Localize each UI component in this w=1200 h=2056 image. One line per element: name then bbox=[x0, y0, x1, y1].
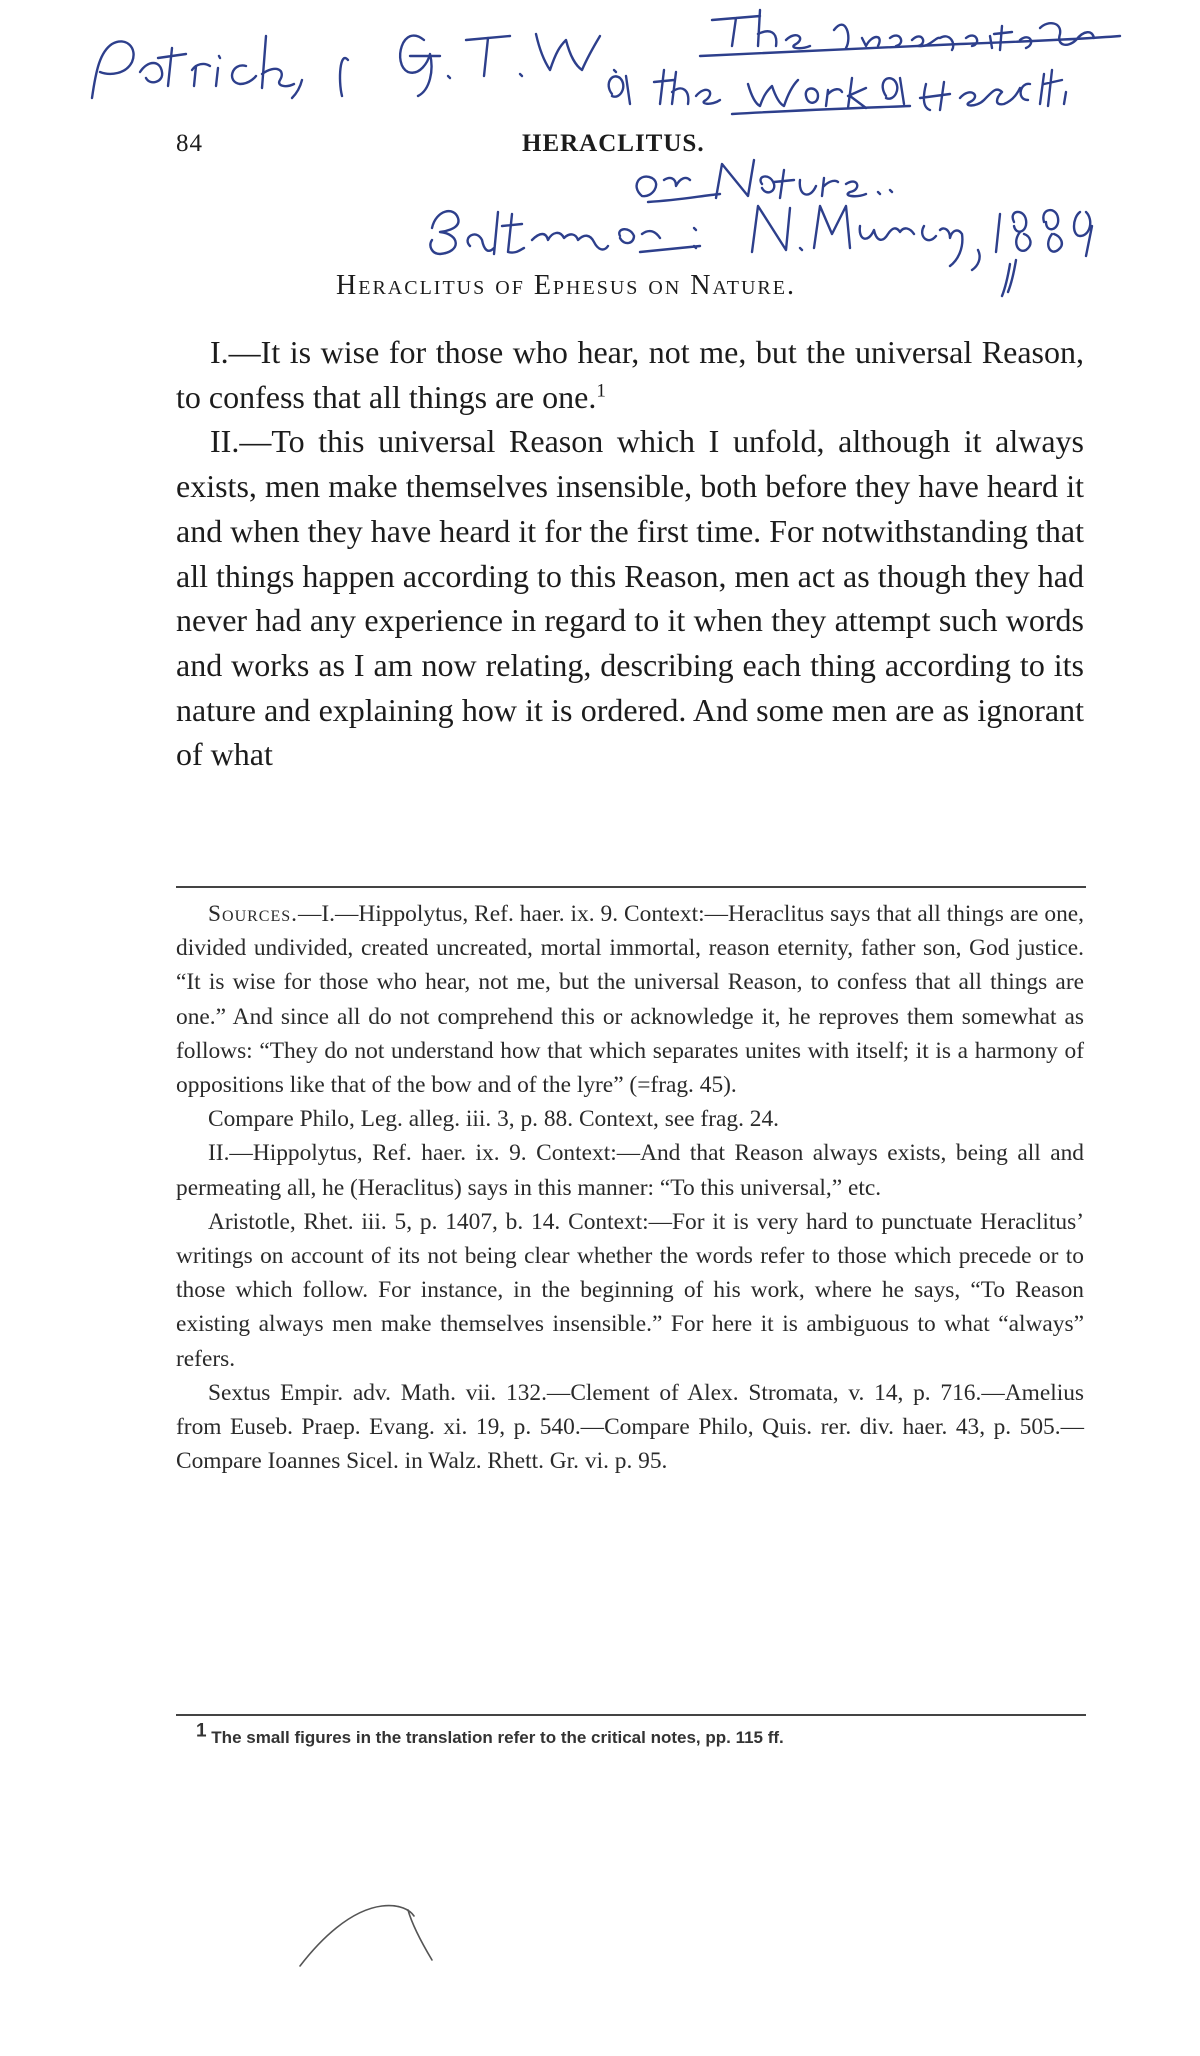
sources-paragraph: II.—Hippolytus, Ref. haer. ix. 9. Context:—And that Reason always exists, being all and permeating all, he (Heraclitus) says in this manner: “To this universal,” etc. bbox=[176, 1140, 1084, 1201]
fragment-2: II.—To this universal Reason which I unfold, although it always exists, men make themselves insensible, both before they have heard it and when they have heard it for the first time. For notwithstanding that all things happen according to this Reason, men act as though they had never had any experience in regard to it when they attempt such words and works as I am now relating, describing each thing according to its nature and explaining how it is ordered. And some men are as ignorant of what bbox=[176, 423, 1084, 773]
footnote bbox=[196, 1720, 1076, 1748]
footnote-marker: 1 bbox=[196, 1720, 207, 1742]
footnote-reference: 1 bbox=[596, 380, 606, 402]
fragment-1 bbox=[176, 330, 1084, 419]
sources-paragraph-text: —I.—Hippolytus, Ref. haer. ix. 9. Context:—Heraclitus says that all things are one, divided undivided, created uncreated, mortal immortal, reason eternity, father son, God justice. “It is wise for those who hear, not me, but the universal Reason, to confess that all things are one.” And since all do not comprehend this or acknowledge it, he reproves them somewhat as follows: “They do not understand how that which separates unites with itself; it is a harmony of oppositions like that of the bow and of the lyre” (=frag. 45). bbox=[176, 901, 1084, 1099]
main-text bbox=[176, 330, 1084, 777]
fragment-1-text: I.—It is wise for those who hear, not me, but the universal Reason, to confess that all things are one. bbox=[176, 334, 1084, 415]
sources-paragraph: Aristotle, Rhet. iii. 5, p. 1407, b. 14. Context:—For it is very hard to punctuate Heraclitus’ writings on account of its not being clear whether the words refer to those which precede or to those which follow. For instance, in the beginning of his work, where he says, “To Reason existing always men make themselves insensible.” For here it is ambiguous to what “always” refers. bbox=[176, 1208, 1084, 1372]
chapter-title: Heraclitus of Ephesus on Nature. bbox=[336, 270, 796, 301]
sources-paragraph: Sextus Empir. adv. Math. vii. 132.—Clement of Alex. Stromata, v. 14, p. 716.—Amelius from Euseb. Praep. Evang. xi. 19, p. 540.—Compare Philo, Quis. rer. div. haer. 43, p. 505.—Compare Ioannes Sicel. in Walz. Rhett. Gr. vi. p. 95. bbox=[176, 1379, 1084, 1475]
sources-notes bbox=[176, 897, 1084, 1478]
sources-label: Sources. bbox=[208, 901, 298, 927]
divider-rule bbox=[176, 886, 1086, 888]
running-head bbox=[176, 130, 1092, 164]
footnote-rule bbox=[176, 1714, 1086, 1716]
sources-paragraph bbox=[176, 897, 1084, 1102]
running-title: HERACLITUS. bbox=[522, 130, 705, 157]
footnote-text: The small figures in the translation refer to the critical notes, pp. 115 ff. bbox=[206, 1728, 784, 1747]
pen-mark bbox=[290, 1880, 460, 1980]
sources-paragraph: Compare Philo, Leg. alleg. iii. 3, p. 88. Context, see frag. 24. bbox=[208, 1106, 780, 1133]
page-number: 84 bbox=[176, 130, 203, 157]
